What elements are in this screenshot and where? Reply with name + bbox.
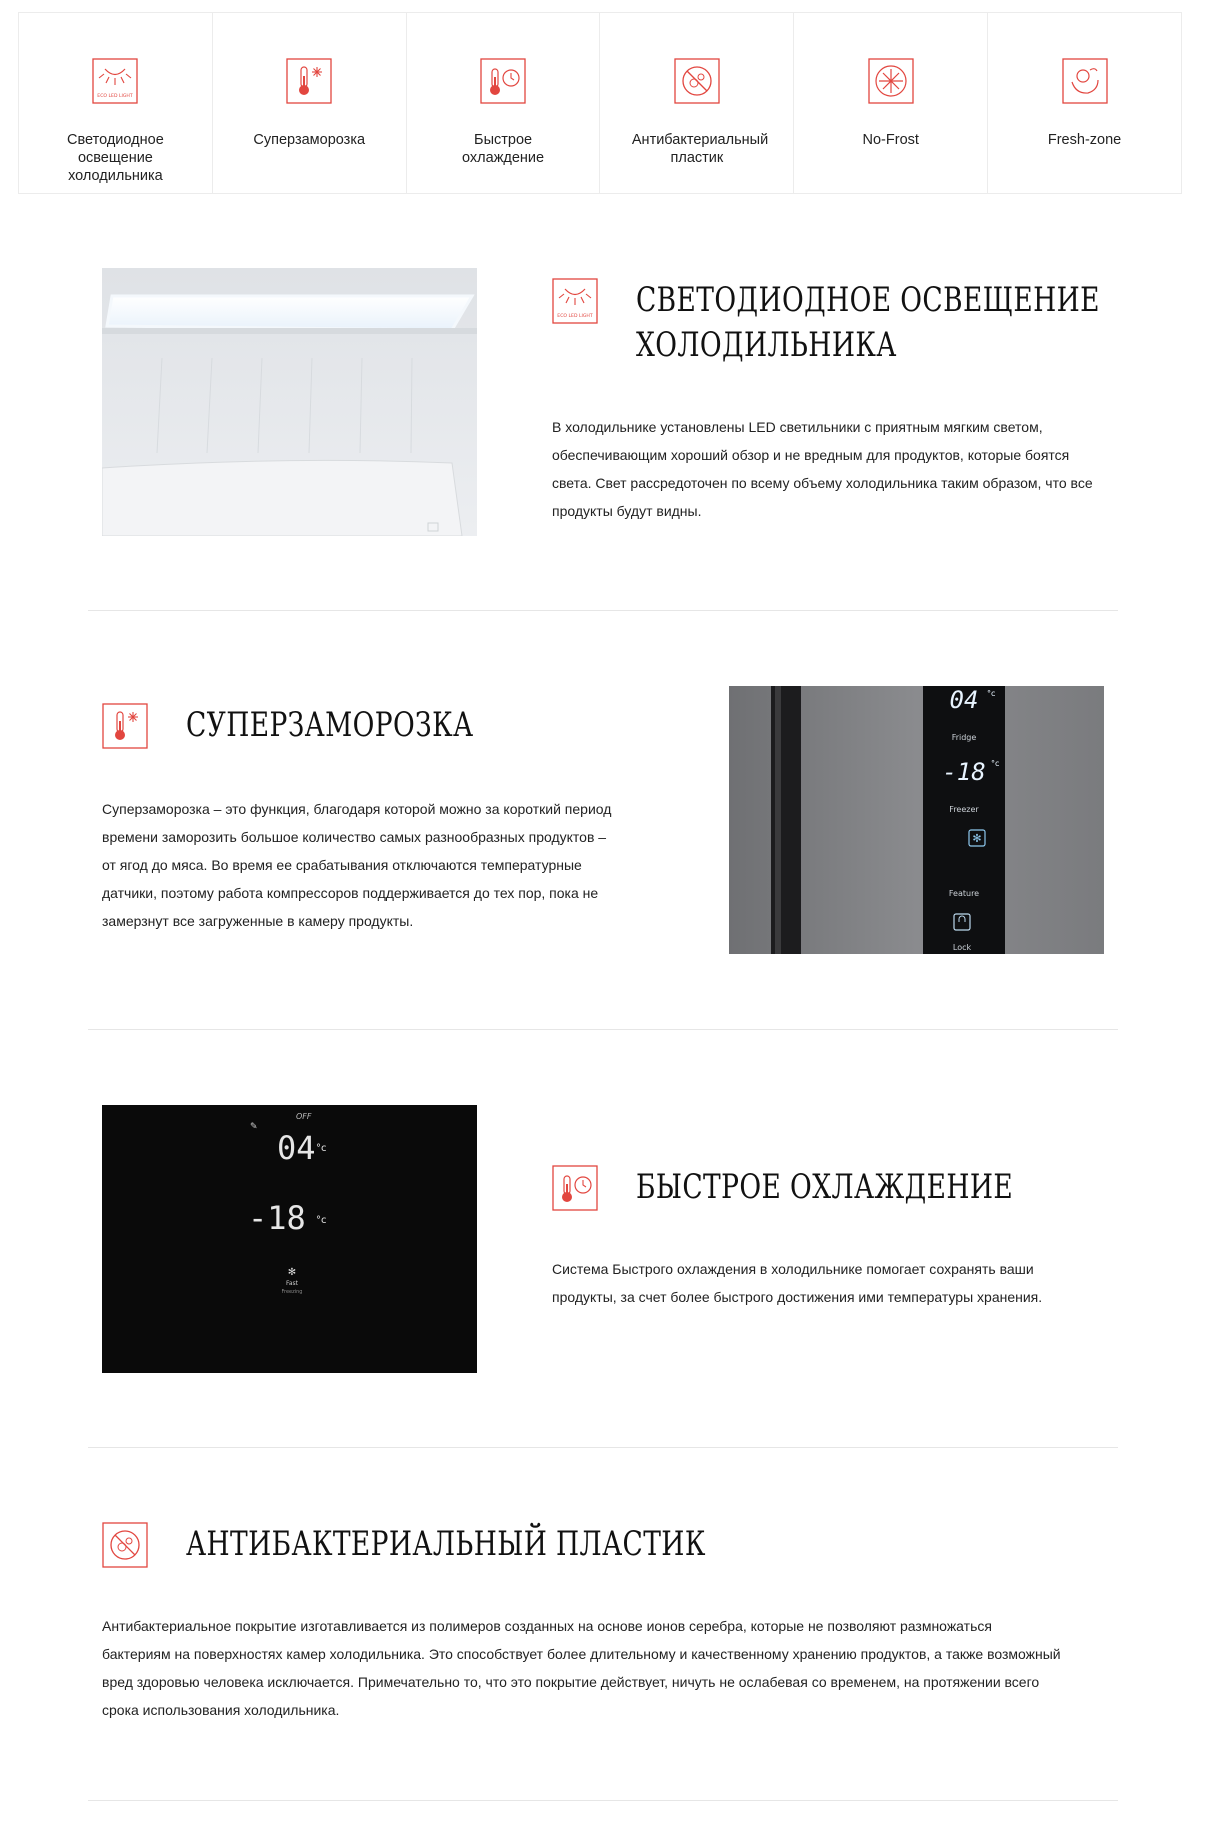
- superfreeze-description: Суперзаморозка – это функция, благодаря которой можно за короткий период времени заморозить большое количество самых разнообразных продуктов – от ягод до мяса. Во время ее срабатывания отключаются температурные датчики, поэтому работа компрессоров поддерживается до тех пор, пока не замерзнут все загруженные в камеру продукты.: [102, 801, 612, 929]
- antibacterial-icon: [674, 58, 720, 104]
- led-heading: [552, 278, 1209, 368]
- led-light-photo: [102, 268, 477, 536]
- feature-tabs: [18, 12, 1182, 194]
- svg-text:Fridge: Fridge: [951, 733, 977, 742]
- svg-text:°c: °c: [316, 1143, 327, 1154]
- svg-text:-18: -18: [942, 758, 986, 786]
- svg-text:✎: ✎: [250, 1122, 258, 1132]
- superfreeze-heading: [102, 703, 555, 749]
- svg-text:Lock: Lock: [952, 943, 972, 952]
- svg-text:-18: -18: [248, 1199, 306, 1237]
- tab-antibacterial[interactable]: [600, 13, 794, 193]
- tab-label: Суперзаморозка: [253, 132, 366, 148]
- led-description: В холодильнике установлены LED светильники с приятным мягким светом, обеспечивающим хороший обзор и не вредным для продуктов, которые боятся света. Свет рассредоточен по всему объему холодильника таким образом, что все продукты будут видны.: [552, 419, 1093, 519]
- fresh-zone-icon: [1062, 58, 1108, 104]
- section-title: АНТИБАКТЕРИАЛЬНЫЙ ПЛАСТИК: [186, 1524, 706, 1564]
- tab-led-light[interactable]: [19, 13, 213, 193]
- section-title: СВЕТОДИОДНОЕ ОСВЕЩЕНИЕ ХОЛОДИЛЬНИКА: [636, 280, 1100, 365]
- fast-cooling-description: Система Быстрого охлаждения в холодильнике помогает сохранять ваши продукты, за счет более быстрого достижения ими температуры хранения.: [552, 1261, 1043, 1305]
- section-title: БЫСТРОЕ ОХЛАЖДЕНИЕ: [636, 1167, 1014, 1207]
- tab-label: No-Frost: [862, 132, 919, 148]
- thermometer-snowflake-icon: [102, 703, 148, 749]
- snowflake-icon: [868, 58, 914, 104]
- tab-superfreeze[interactable]: [213, 13, 407, 193]
- thermometer-timer-icon: [480, 58, 526, 104]
- tab-label: Быстрое охлаждение: [462, 132, 545, 166]
- tab-fast-cooling[interactable]: [407, 13, 601, 193]
- section-divider: [88, 1029, 1118, 1030]
- tab-fresh-zone[interactable]: [988, 13, 1181, 193]
- svg-text:°c: °c: [991, 759, 1000, 768]
- svg-text:04: 04: [949, 686, 979, 714]
- fast-cooling-display-photo: [102, 1105, 477, 1373]
- thermometer-timer-icon: [552, 1165, 598, 1211]
- section-divider: [88, 1447, 1118, 1448]
- tab-no-frost[interactable]: [794, 13, 988, 193]
- thermometer-snowflake-icon: [286, 58, 332, 104]
- svg-text:°c: °c: [987, 689, 996, 698]
- eco-led-light-icon: [92, 58, 138, 104]
- tab-label: Антибактериальный пластик: [631, 132, 769, 166]
- svg-text:✻: ✻: [972, 832, 982, 845]
- svg-text:OFF: OFF: [296, 1112, 312, 1121]
- fridge-control-panel-photo: [729, 686, 1104, 954]
- svg-text:°c: °c: [316, 1215, 327, 1226]
- antibacterial-heading: [102, 1522, 852, 1568]
- svg-text:✻: ✻: [287, 1267, 297, 1278]
- fast-cooling-heading: [552, 1165, 1120, 1211]
- section-title: СУПЕРЗАМОРОЗКА: [186, 705, 474, 745]
- svg-text:ECO LED LIGHT: ECO LED LIGHT: [557, 314, 593, 319]
- section-divider: [88, 610, 1118, 611]
- svg-text:Fast: Fast: [285, 1280, 299, 1287]
- svg-text:Freezer: Freezer: [949, 805, 979, 814]
- eco-led-light-icon: [552, 278, 598, 324]
- svg-text:Feature: Feature: [948, 889, 980, 898]
- antibacterial-description: Антибактериальное покрытие изготавливается из полимеров созданных на основе ионов серебра, которые не позволяют размножаться бактериям на поверхностях камер холодильника. Это способствует более длительному и качественному хранению продуктов, а также возможный вред здоровью человека исключается. Примечательно то, что это покрытие действует, ничуть не ослабевая со временем, на протяжении всего срока использования холодильника.: [102, 1618, 1061, 1718]
- antibacterial-icon: [102, 1522, 148, 1568]
- section-divider: [88, 1800, 1118, 1801]
- tab-label: Fresh-zone: [1047, 132, 1122, 148]
- svg-text:04: 04: [277, 1129, 316, 1167]
- svg-text:Freezing: Freezing: [281, 1289, 303, 1295]
- svg-text:ECO LED LIGHT: ECO LED LIGHT: [97, 94, 134, 99]
- tab-label: Светодиодное освещение холодильника: [67, 132, 164, 184]
